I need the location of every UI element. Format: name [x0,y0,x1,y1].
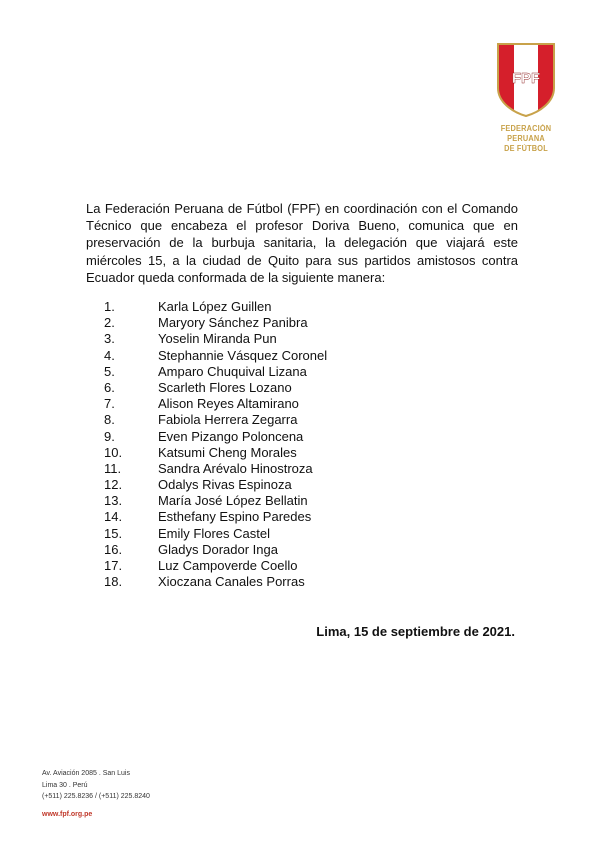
player-name: Stephannie Vásquez Coronel [158,347,328,363]
player-name: Fabiola Herrera Zegarra [158,412,298,428]
letter-intro-paragraph: La Federación Peruana de Fútbol (FPF) en coordinación con el Comando Técnico que encabeza el profesor Doriva Bueno, comunica que en preservación de la burbuja sanitaria, la delegación que viajará este miércoles 15, a la ciudad de Quito para sus partidos amistosos contra Ecuador queda conformada de la siguiente manera: [86,201,518,285]
list-number: 8. [104,412,115,428]
delegation-list [104,299,327,590]
list-item [104,574,327,590]
list-number: 11. [104,460,122,476]
list-number: 7. [104,396,115,412]
list-item [104,380,327,396]
list-number: 15. [104,525,123,541]
list-item [104,542,327,558]
list-item [104,493,327,509]
list-number: 18. [104,574,123,590]
list-number: 5. [104,363,115,379]
footer-address-line-1: Av. Aviación 2085 . San Luis [42,770,130,777]
list-number: 6. [104,379,115,395]
list-number: 14. [104,509,123,525]
date-signature-line: Lima, 15 de septiembre de 2021. [316,624,515,639]
player-name: Karla López Guillen [158,299,272,314]
player-name: Esthefany Espino Paredes [158,509,312,525]
list-number: 17. [104,558,123,573]
list-item [104,331,327,347]
player-name: Scarleth Flores Lozano [158,379,292,395]
list-item [104,509,327,525]
footer-address-line-2: Lima 30 . Perú [42,781,88,789]
list-item [104,348,327,364]
player-name: Gladys Dorador Inga [158,541,278,557]
list-item [104,461,327,477]
list-number: 1. [104,299,115,314]
player-name: Luz Campoverde Coello [158,558,298,573]
list-item [104,364,327,380]
footer-phones: (+511) 225.8236 / (+511) 225.8240 [42,793,150,800]
list-item [104,445,327,461]
player-name: Even Pizango Poloncena [158,428,304,444]
fpf-logo [484,40,568,154]
player-name: Sandra Arévalo Hinostroza [158,460,313,476]
list-item [104,526,327,542]
list-item [104,315,327,331]
list-number: 3. [104,331,115,347]
list-number: 12. [104,477,123,493]
list-number: 9. [104,428,115,444]
player-name: Alison Reyes Altamirano [158,396,299,412]
list-item [104,477,327,493]
list-number: 16. [104,541,123,557]
player-name: Yoselin Miranda Pun [158,331,277,347]
list-item [104,299,327,315]
player-name: Amparo Chuquival Lizana [158,363,307,379]
player-name: Emily Flores Castel [158,525,270,541]
player-name: Odalys Rivas Espinoza [158,477,292,493]
list-item [104,396,327,412]
logo-name-line-1: FEDERACIÓN PERUANA [500,124,552,143]
fpf-shield-emblem [494,40,558,118]
list-number: 2. [104,315,115,331]
list-item [104,558,327,574]
footer-contact [42,768,150,820]
player-name: Xioczana Canales Porras [158,574,305,590]
list-number: 13. [104,493,123,509]
list-item [104,412,327,428]
list-item [104,429,327,445]
player-name: Maryory Sánchez Panibra [158,315,308,331]
list-number: 10. [104,444,123,460]
list-number: 4. [104,347,115,363]
footer-website-link[interactable]: www.fpf.org.pe [42,810,93,818]
fpf-logo-initials: FPF [511,70,541,87]
player-name: María José López Bellatin [158,493,308,509]
logo-name-line-2: DE FÚTBOL [504,144,548,153]
player-name: Katsumi Cheng Morales [158,444,297,460]
